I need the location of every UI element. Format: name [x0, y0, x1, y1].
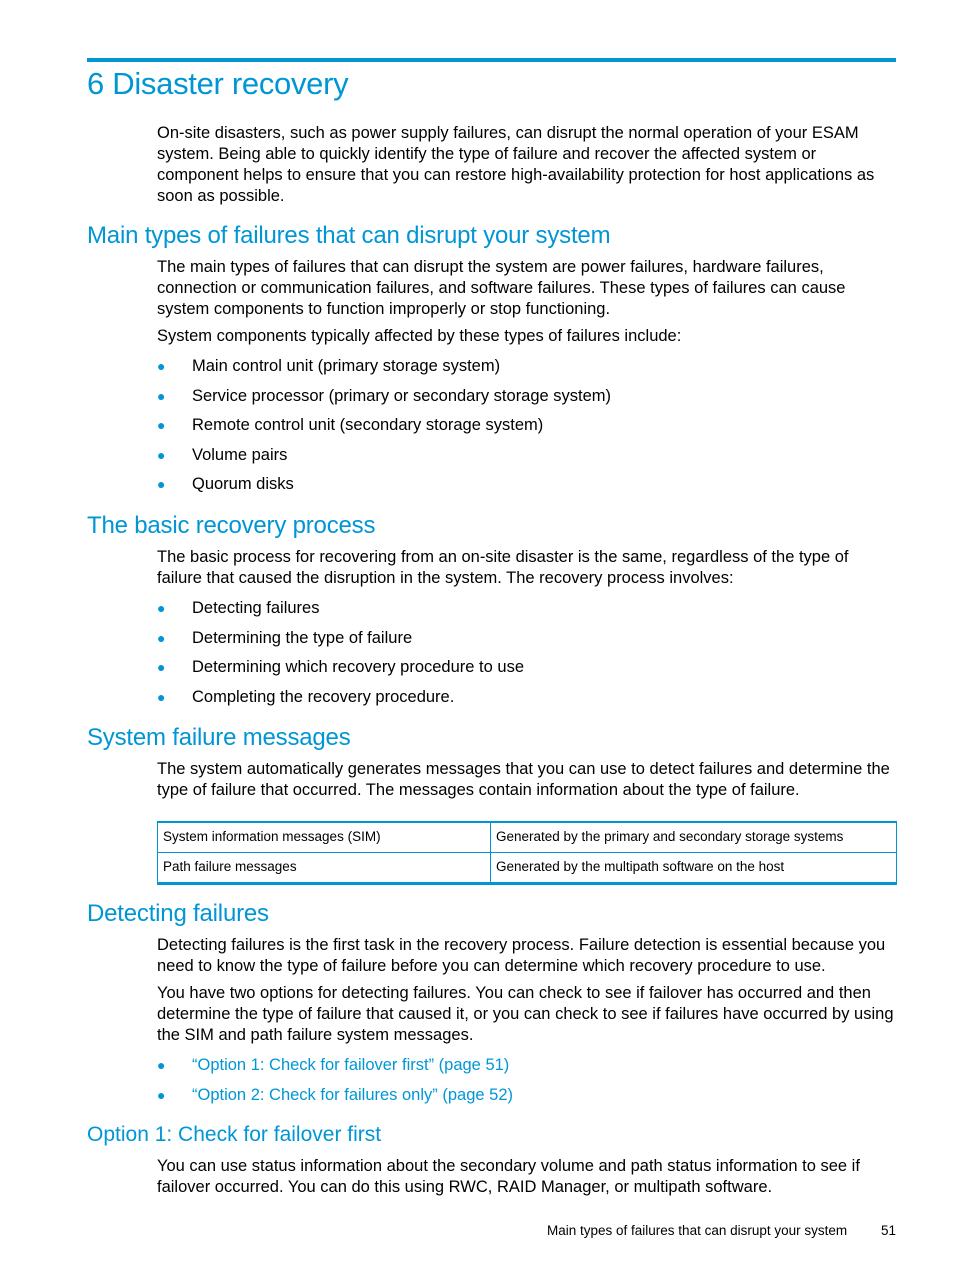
- list-item: ● Volume pairs: [157, 445, 288, 464]
- detecting-para2: You have two options for detecting failures. You can check to see if failover has occurred and then determine the type of failure that caused it, or you can check to see if failures have occurred by using the SIM and path failure system messages.: [157, 984, 894, 1044]
- affected-components-list: [157, 356, 611, 504]
- list-item: ● Service processor (primary or secondary storage system): [157, 386, 612, 405]
- bullet-icon: ●: [157, 659, 166, 675]
- heading-detecting-failures: Detecting failures: [87, 900, 269, 927]
- detecting-options-list: [157, 1055, 513, 1114]
- table-cell: Generated by the multipath software on the host: [491, 853, 897, 884]
- intro-paragraph: On-site disasters, such as power supply failures, can disrupt the normal operation of your ESAM system. Being able to quickly identify the type of failure and recover the affected system or component helps to ensure that you can restore high-availability protection for host applications as soon as possible.: [157, 124, 875, 205]
- option1-link[interactable]: “Option 1: Check for failover first” (page 51): [192, 1056, 510, 1074]
- footer-section-title: Main types of failures that can disrupt your system: [547, 1223, 848, 1238]
- list-item: ● Quorum disks: [157, 475, 294, 493]
- list-item: ● Detecting failures: [157, 599, 320, 617]
- bullet-icon: ●: [157, 417, 166, 433]
- list-item: ● Determining the type of failure: [157, 628, 413, 647]
- list-item: [157, 1085, 513, 1115]
- table-cell: System information messages (SIM): [158, 822, 491, 853]
- system-messages-para1: The system automatically generates messages that you can use to detect failures and determine the type of failure that occurred. The messages contain information about the type of failure.: [157, 760, 890, 799]
- basic-recovery-para1: The basic process for recovering from an on-site disaster is the same, regardless of the type of failure that caused the disruption in the system. The recovery process involves:: [157, 548, 849, 587]
- detecting-para1: Detecting failures is the first task in the recovery process. Failure detection is essential because you need to know the type of failure before you can determine which recovery procedure to use.: [157, 936, 886, 975]
- footer-page-number: 51: [881, 1223, 897, 1238]
- list-item: ● Main control unit (primary storage system): [157, 357, 501, 375]
- heading-option1: Option 1: Check for failover first: [87, 1123, 382, 1146]
- table-cell: Generated by the primary and secondary storage systems: [491, 822, 897, 853]
- bullet-icon: ●: [157, 387, 166, 404]
- list-item: [157, 1055, 513, 1085]
- bullet-icon: ●: [157, 358, 166, 374]
- table-row: [158, 822, 897, 853]
- table-row: [158, 853, 897, 884]
- bullet-icon: ●: [157, 600, 166, 616]
- heading-main-failures: Main types of failures that can disrupt your system: [87, 222, 611, 249]
- chapter-title: 6 Disaster recovery: [87, 66, 349, 101]
- table-cell: Path failure messages: [158, 853, 491, 884]
- bullet-icon: ●: [157, 629, 166, 646]
- recovery-steps-list: [157, 598, 524, 716]
- messages-table: [157, 821, 897, 885]
- bullet-icon: ●: [157, 476, 166, 492]
- bullet-icon: ●: [157, 1057, 166, 1073]
- bullet-icon: ●: [157, 688, 166, 705]
- bullet-icon: ●: [157, 1086, 166, 1103]
- chapter-rule: [87, 58, 896, 62]
- heading-system-messages: System failure messages: [87, 724, 351, 751]
- option2-link[interactable]: “Option 2: Check for failures only” (page 52): [192, 1085, 513, 1104]
- list-item: ● Remote control unit (secondary storage system): [157, 416, 544, 434]
- bullet-icon: ●: [157, 446, 166, 463]
- list-item: ● Completing the recovery procedure.: [157, 687, 455, 706]
- list-item: ● Determining which recovery procedure to use: [157, 658, 524, 676]
- heading-basic-recovery: The basic recovery process: [87, 512, 376, 539]
- main-failures-para1: The main types of failures that can disrupt the system are power failures, hardware failures, connection or communication failures, and software failures. These types of failures can cause system components to function improperly or stop functioning.: [157, 258, 846, 318]
- option1-para1: You can use status information about the secondary volume and path status information to see if failover occurred. You can do this using RWC, RAID Manager, or multipath software.: [157, 1157, 860, 1196]
- main-failures-para2: System components typically affected by these types of failures include:: [157, 327, 682, 345]
